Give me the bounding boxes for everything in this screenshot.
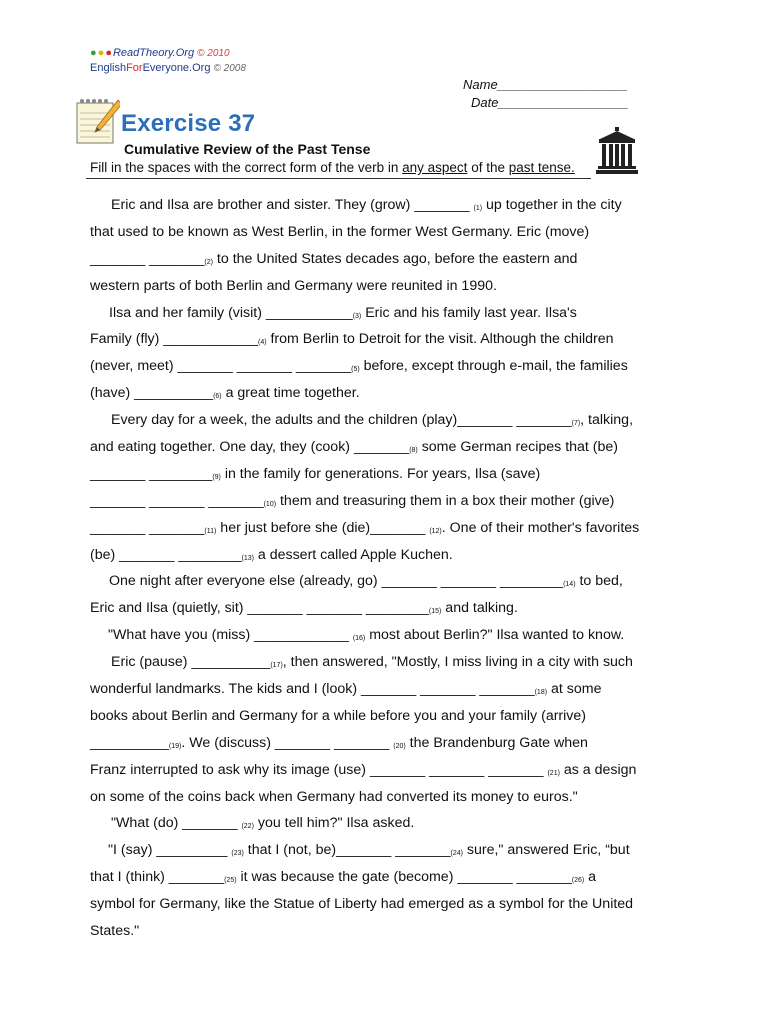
building-columns-icon	[596, 126, 638, 174]
passage-line: "I (say) _________ $_{(23)}$ that I (not, be)_______ $\_\_\_\_\_\_\__{(24)}$ sure," answered Eric, “but	[108, 842, 630, 859]
passage-line: Franz interrupted to ask why its image (use) _______ _______ _______ $_{(21)}$ as a design	[90, 761, 637, 778]
name-date-fields	[463, 76, 629, 112]
efe-copyright: © 2008	[213, 63, 246, 74]
header-divider	[86, 178, 591, 179]
date-field[interactable]: Date__________________	[471, 95, 629, 110]
readtheory-brand: ReadTheory.Org	[112, 47, 195, 59]
passage-line: Every day for a week, the adults and the children (play)_______ $\_\_\_\_\_\_\__{(7)}$, talking,	[111, 412, 634, 429]
passage-line: Eric and Ilsa are brother and sister. They (grow) _______ $_{(1)}$ up together in the city	[111, 197, 622, 213]
name-field[interactable]: Name__________________	[463, 77, 628, 92]
passage-line: "What (do) _______ $_{(22)}$ you tell him?" Ilsa asked.	[111, 815, 415, 832]
passage	[90, 192, 672, 945]
efe-brand: EnglishForEveryone.Org	[90, 62, 211, 74]
passage-line: on some of the coins back when Germany had converted its money to euros."	[90, 788, 578, 805]
passage-line: Family (fly) $\_\_\_\_\_\_\_\_\_\_\_\__{(4)}$ from Berlin to Detroit for the visit. Although the children	[90, 331, 614, 348]
passage-line: States."	[90, 923, 140, 940]
passage-line: "What have you (miss) ____________ $_{(16)}$ most about Berlin?" Ilsa wanted to know.	[108, 627, 625, 644]
passage-line: western parts of both Berlin and Germany were reunited in 1990.	[90, 277, 497, 294]
logo-dots-icon: ●●●	[90, 47, 113, 59]
exercise-subtitle: Cumulative Review of the Past Tense	[124, 141, 371, 157]
passage-line: that I (think) $\_\_\_\_\_\_\__{(25)}$ it was because the gate (become) _______ $\_\_\_\_\_\_\__{(26)}$ a	[90, 869, 597, 886]
passage-line: Eric and Ilsa (quietly, sit) _______ _______ $\_\_\_\_\_\_\_\__{(15)}$ and talking.	[90, 600, 518, 617]
passage-line: books about Berlin and Germany for a while before you and your family (arrive)	[90, 707, 587, 724]
passage-line: (have) $\_\_\_\_\_\_\_\_\_\__{(6)}$ a great time together.	[90, 385, 360, 402]
exercise-title: Exercise 37	[121, 110, 256, 137]
passage-line: _______ $\_\_\_\_\_\_\_\__{(9)}$ in the family for generations. For years, Ilsa (save)	[90, 465, 541, 482]
passage-line: that used to be known as West Berlin, in the former West Germany. Eric (move)	[90, 223, 590, 240]
passage-line: Ilsa and her family (visit) $\_\_\_\_\_\_\_\_\_\_\__{(3)}$ Eric and his family last year. Ilsa's	[109, 304, 577, 321]
passage-line: _______ _______ $\_\_\_\_\_\_\__{(10)}$ them and treasuring them in a box their mother (give)	[90, 492, 615, 509]
passage-line: $\_\_\_\_\_\_\_\_\_\__{(19)}$. We (discuss) _______ _______ $_{(20)}$ the Brandenburg Gate when	[90, 734, 588, 751]
passage-line: (never, meet) _______ _______ $\_\_\_\_\_\_\__{(5)}$ before, except through e-mail, the families	[90, 358, 628, 375]
passage-line: Eric (pause) $\_\_\_\_\_\_\_\_\_\__{(17)}$, then answered, "Mostly, I miss living in a city with such	[111, 654, 633, 671]
notebook-pencil-icon	[74, 96, 120, 146]
readtheory-copyright: © 2010	[197, 48, 230, 59]
passage-line: _______ $\_\_\_\_\_\_\__{(2)}$ to the United States decades ago, before the eastern and	[90, 250, 578, 267]
passage-line: wonderful landmarks. The kids and I (look) _______ _______ $\_\_\_\_\_\_\__{(18)}$ at some	[90, 681, 602, 698]
instructions: Fill in the spaces with the correct form of the verb in any aspect of the past tense.	[90, 160, 575, 175]
passage-line: One night after everyone else (already, go) _______ _______ $\_\_\_\_\_\_\_\__{(14)}$ to bed,	[109, 573, 623, 590]
passage-line: _______ $\_\_\_\_\_\_\__{(11)}$ her just before she (die)_______ $_{(12)}$. One of their mother's favorites	[90, 519, 640, 536]
passage-line: symbol for Germany, like the Statue of Liberty had emerged as a symbol for the United	[90, 896, 634, 913]
passage-line: (be) _______ $\_\_\_\_\_\_\_\__{(13)}$ a dessert called Apple Kuchen.	[90, 546, 453, 563]
passage-line: and eating together. One day, they (cook) $\_\_\_\_\_\_\__{(8)}$ some German recipes that (be)	[90, 439, 619, 456]
brand-block	[90, 46, 246, 76]
